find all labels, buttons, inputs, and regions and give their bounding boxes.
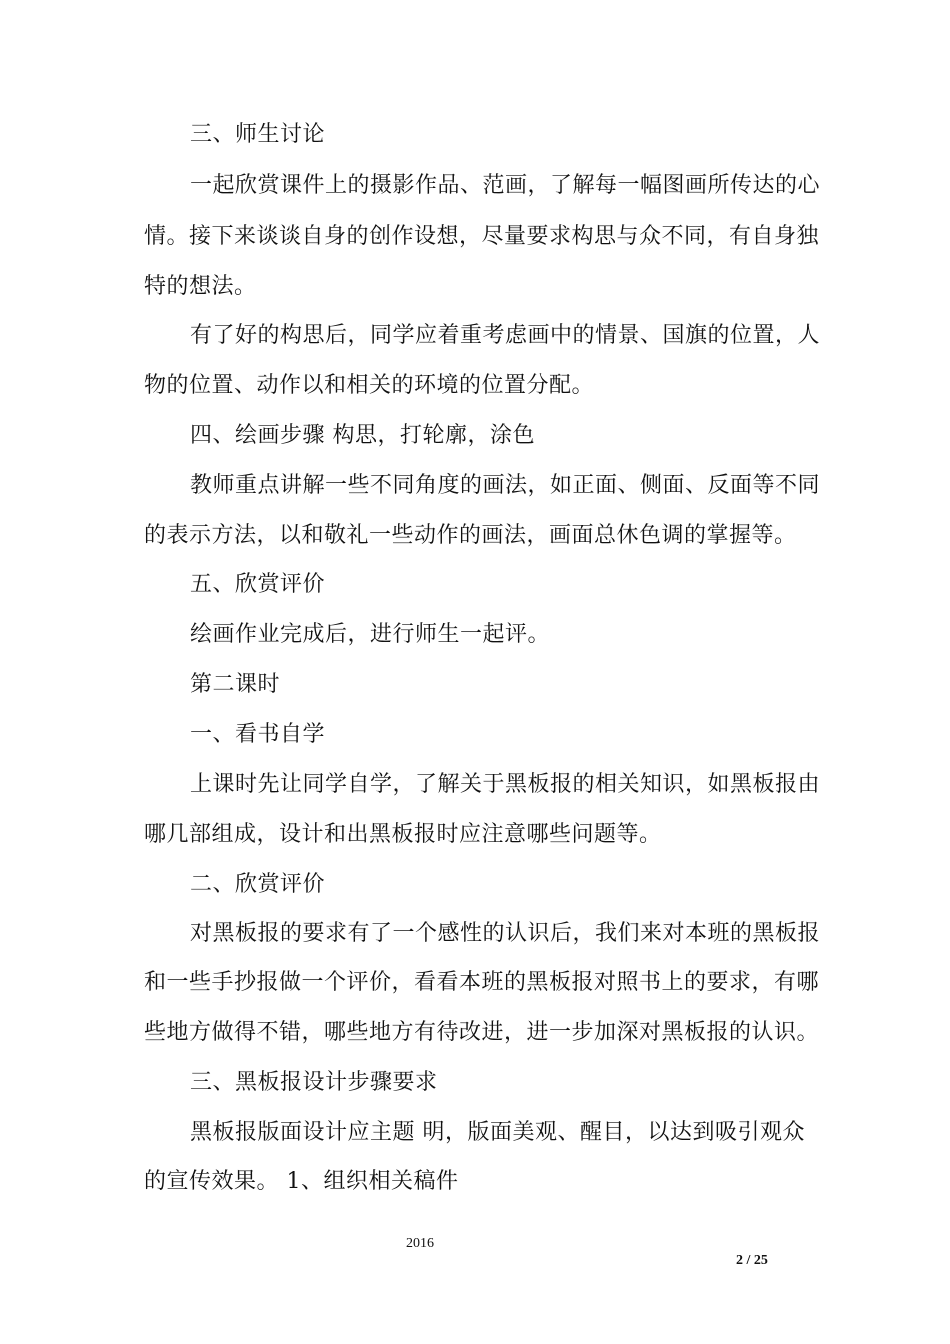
paragraph-line: 一起欣赏课件上的摄影作品、范画，了解每一幅图画所传达的心 [190,173,821,198]
page-number: 2 / 25 [736,1253,768,1268]
paragraph-line: 物的位置、动作以和相关的环境的位置分配。 [144,373,595,398]
heading-drawing-steps: 四、绘画步骤 构思，打轮廓，涂色 [190,423,535,448]
heading-discussion: 三、师生讨论 [190,122,326,147]
paragraph-line: 的表示方法，以和敬礼一些动作的画法，画面总休色调的掌握等。 [144,523,797,548]
paragraph-line: 和一些手抄报做一个评价，看看本班的黑板报对照书上的要求，有哪 [144,970,820,995]
footer-year: 2016 [406,1236,434,1251]
heading-appreciation-2: 二、欣赏评价 [190,872,326,897]
paragraph-line: 些地方做得不错，哪些地方有待改进，进一步加深对黑板报的认识。 [144,1020,820,1045]
paragraph-line: 哪几部组成，设计和出黑板报时应注意哪些问题等。 [144,822,662,847]
paragraph-line: 对黑板报的要求有了一个感性的认识后，我们来对本班的黑板报 [190,921,821,946]
heading-design-steps: 三、黑板报设计步骤要求 [190,1070,438,1095]
paragraph-line: 教师重点讲解一些不同角度的画法，如正面、侧面、反面等不同 [190,473,821,498]
paragraph-line: 情。接下来谈谈自身的创作设想，尽量要求构思与众不同，有自身独 [144,224,820,249]
paragraph-line: 特的想法。 [144,274,257,299]
paragraph-line: 有了好的构思后，同学应着重考虑画中的情景、国旗的位置，人 [190,323,821,348]
heading-self-study: 一、看书自学 [190,722,326,747]
paragraph-line: 黑板报版面设计应主题 明，版面美观、醒目，以达到吸引观众 [190,1120,805,1145]
heading-second-lesson: 第二课时 [190,672,281,697]
paragraph-line: 的宣传效果。 1、组织相关稿件 [144,1169,459,1194]
paragraph-line: 上课时先让同学自学，了解关于黑板报的相关知识，如黑板报由 [190,772,821,797]
paragraph-line: 绘画作业完成后，进行师生一起评。 [190,622,551,647]
heading-appreciation: 五、欣赏评价 [190,572,326,597]
